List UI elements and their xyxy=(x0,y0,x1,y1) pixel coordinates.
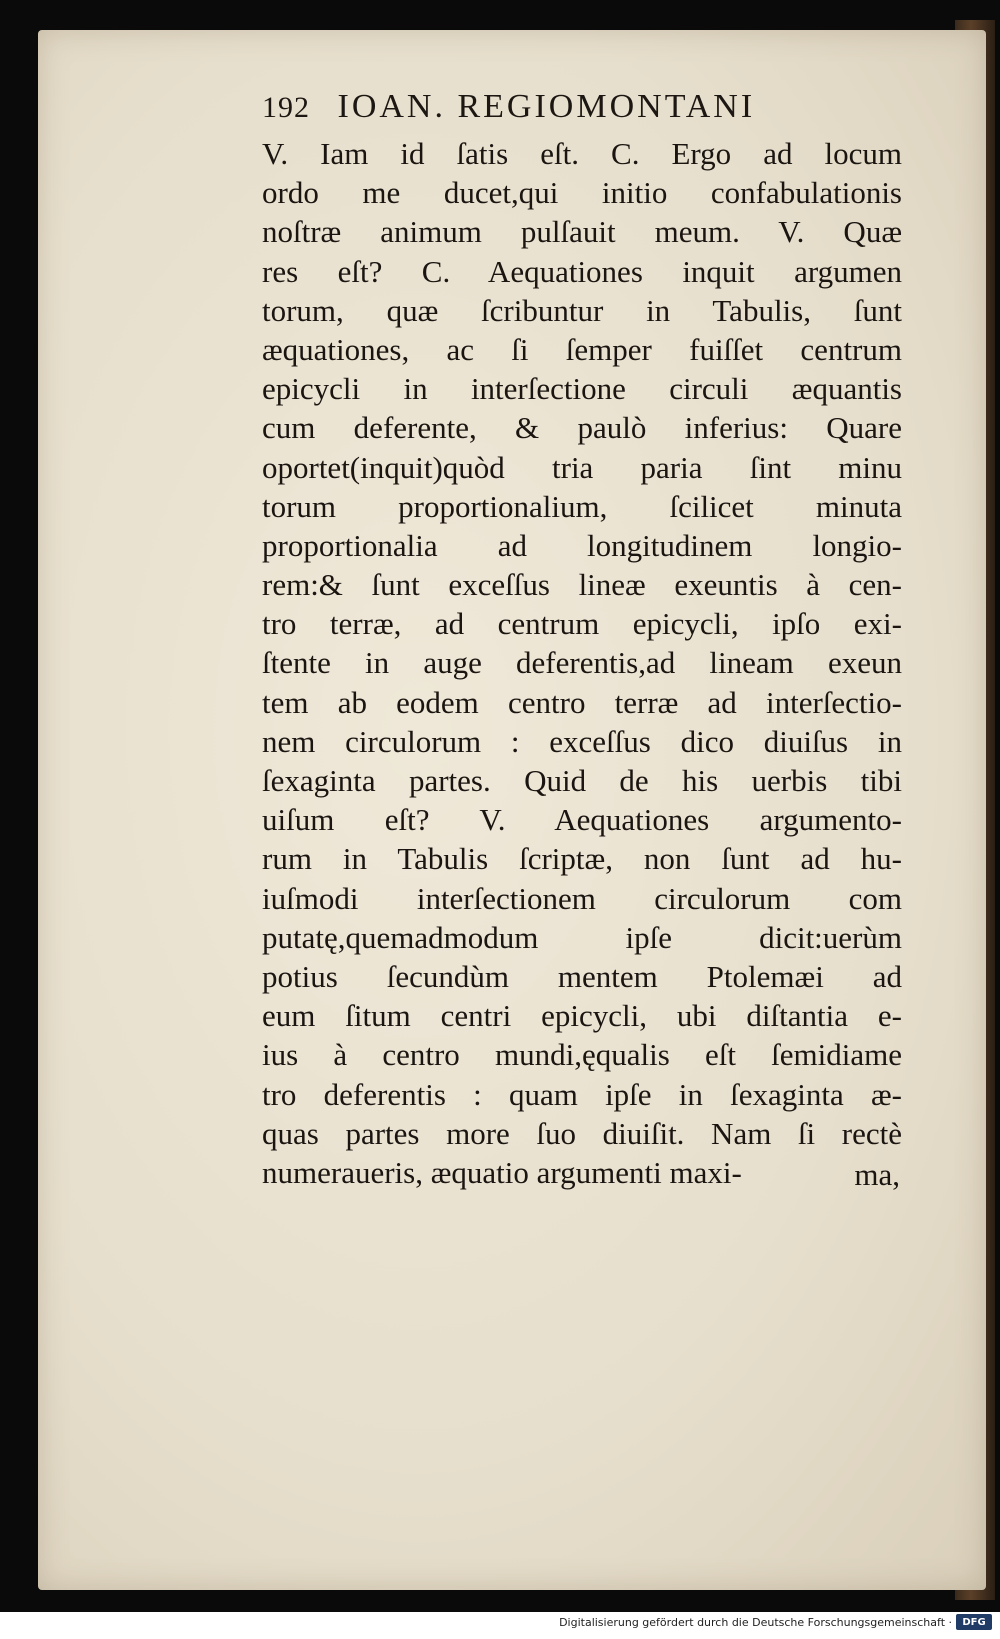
text-line: epicycli in interſectione circuli æquantis xyxy=(262,371,902,407)
text-line: proportionalia ad longitudinem longio- xyxy=(262,527,902,563)
page-header xyxy=(262,88,902,134)
running-head: IOAN. REGIOMONTANI xyxy=(337,88,756,125)
text-line: putatę,quemadmodum ipſe dicit:uerùm xyxy=(262,919,902,955)
text-line: tro terræ, ad centrum epicycli, ipſo exi- xyxy=(262,606,902,642)
text-line: rem:& ſunt exceſſus lineæ exeuntis à cen- xyxy=(262,567,902,603)
text-line: tro deferentis : quam ipſe in ſexaginta æ- xyxy=(262,1076,902,1112)
text-line: nem circulorum : exceſſus dico diuiſus in xyxy=(262,723,902,759)
text-line: torum, quæ ſcribuntur in Tabulis, ſunt xyxy=(262,292,902,328)
text-body xyxy=(262,134,902,1192)
text-line: noſtræ animum pulſauit meum. V. Quæ xyxy=(262,214,902,250)
text-line: numeraueris, æquatio argumenti maxi- xyxy=(262,1154,742,1190)
page-number: 192 xyxy=(262,91,310,124)
text-line: uiſum eſt? V. Aequationes argumento- xyxy=(262,802,902,838)
dfg-logo: DFG xyxy=(956,1614,992,1630)
text-line: iuſmodi interſectionem circulorum com xyxy=(262,880,902,916)
text-line: potius ſecundùm mentem Ptolemæi ad xyxy=(262,958,902,994)
text-line: torum proportionalium, ſcilicet minuta xyxy=(262,488,902,524)
text-line: eum ſitum centri epicycli, ubi diſtantia e- xyxy=(262,998,902,1034)
text-line: res eſt? C. Aequationes inquit argumen xyxy=(262,253,902,289)
text-line: tem ab eodem centro terræ ad interſectio- xyxy=(262,684,902,720)
text-line: rum in Tabulis ſcriptæ, non ſunt ad hu- xyxy=(262,841,902,877)
text-line: æquationes, ac ſi ſemper fuiſſet centrum xyxy=(262,331,902,367)
text-line: cum deferente, & paulò inferius: Quare xyxy=(262,410,902,446)
text-line: ſexaginta partes. Quid de his uerbis tibi xyxy=(262,763,902,798)
catchword: ma, xyxy=(854,1157,900,1192)
text-line: ſtente in auge deferentis,ad lineam exeun xyxy=(262,645,902,681)
text-line: ordo me ducet,qui initio confabulationis xyxy=(262,175,902,211)
text-line: quas partes more ſuo diuiſit. Nam ſi rectè xyxy=(262,1115,902,1151)
text-line: oportet(inquit)quòd tria paria ſint minu xyxy=(262,449,902,485)
text-line: ius à centro mundi,ęqualis eſt ſemidiame xyxy=(262,1037,902,1073)
footer-credit: Digitalisierung gefördert durch die Deutsche Forschungsgemeinschaft · xyxy=(559,1616,952,1629)
text-line: V. Iam id ſatis eſt. C. Ergo ad locum xyxy=(262,136,902,171)
